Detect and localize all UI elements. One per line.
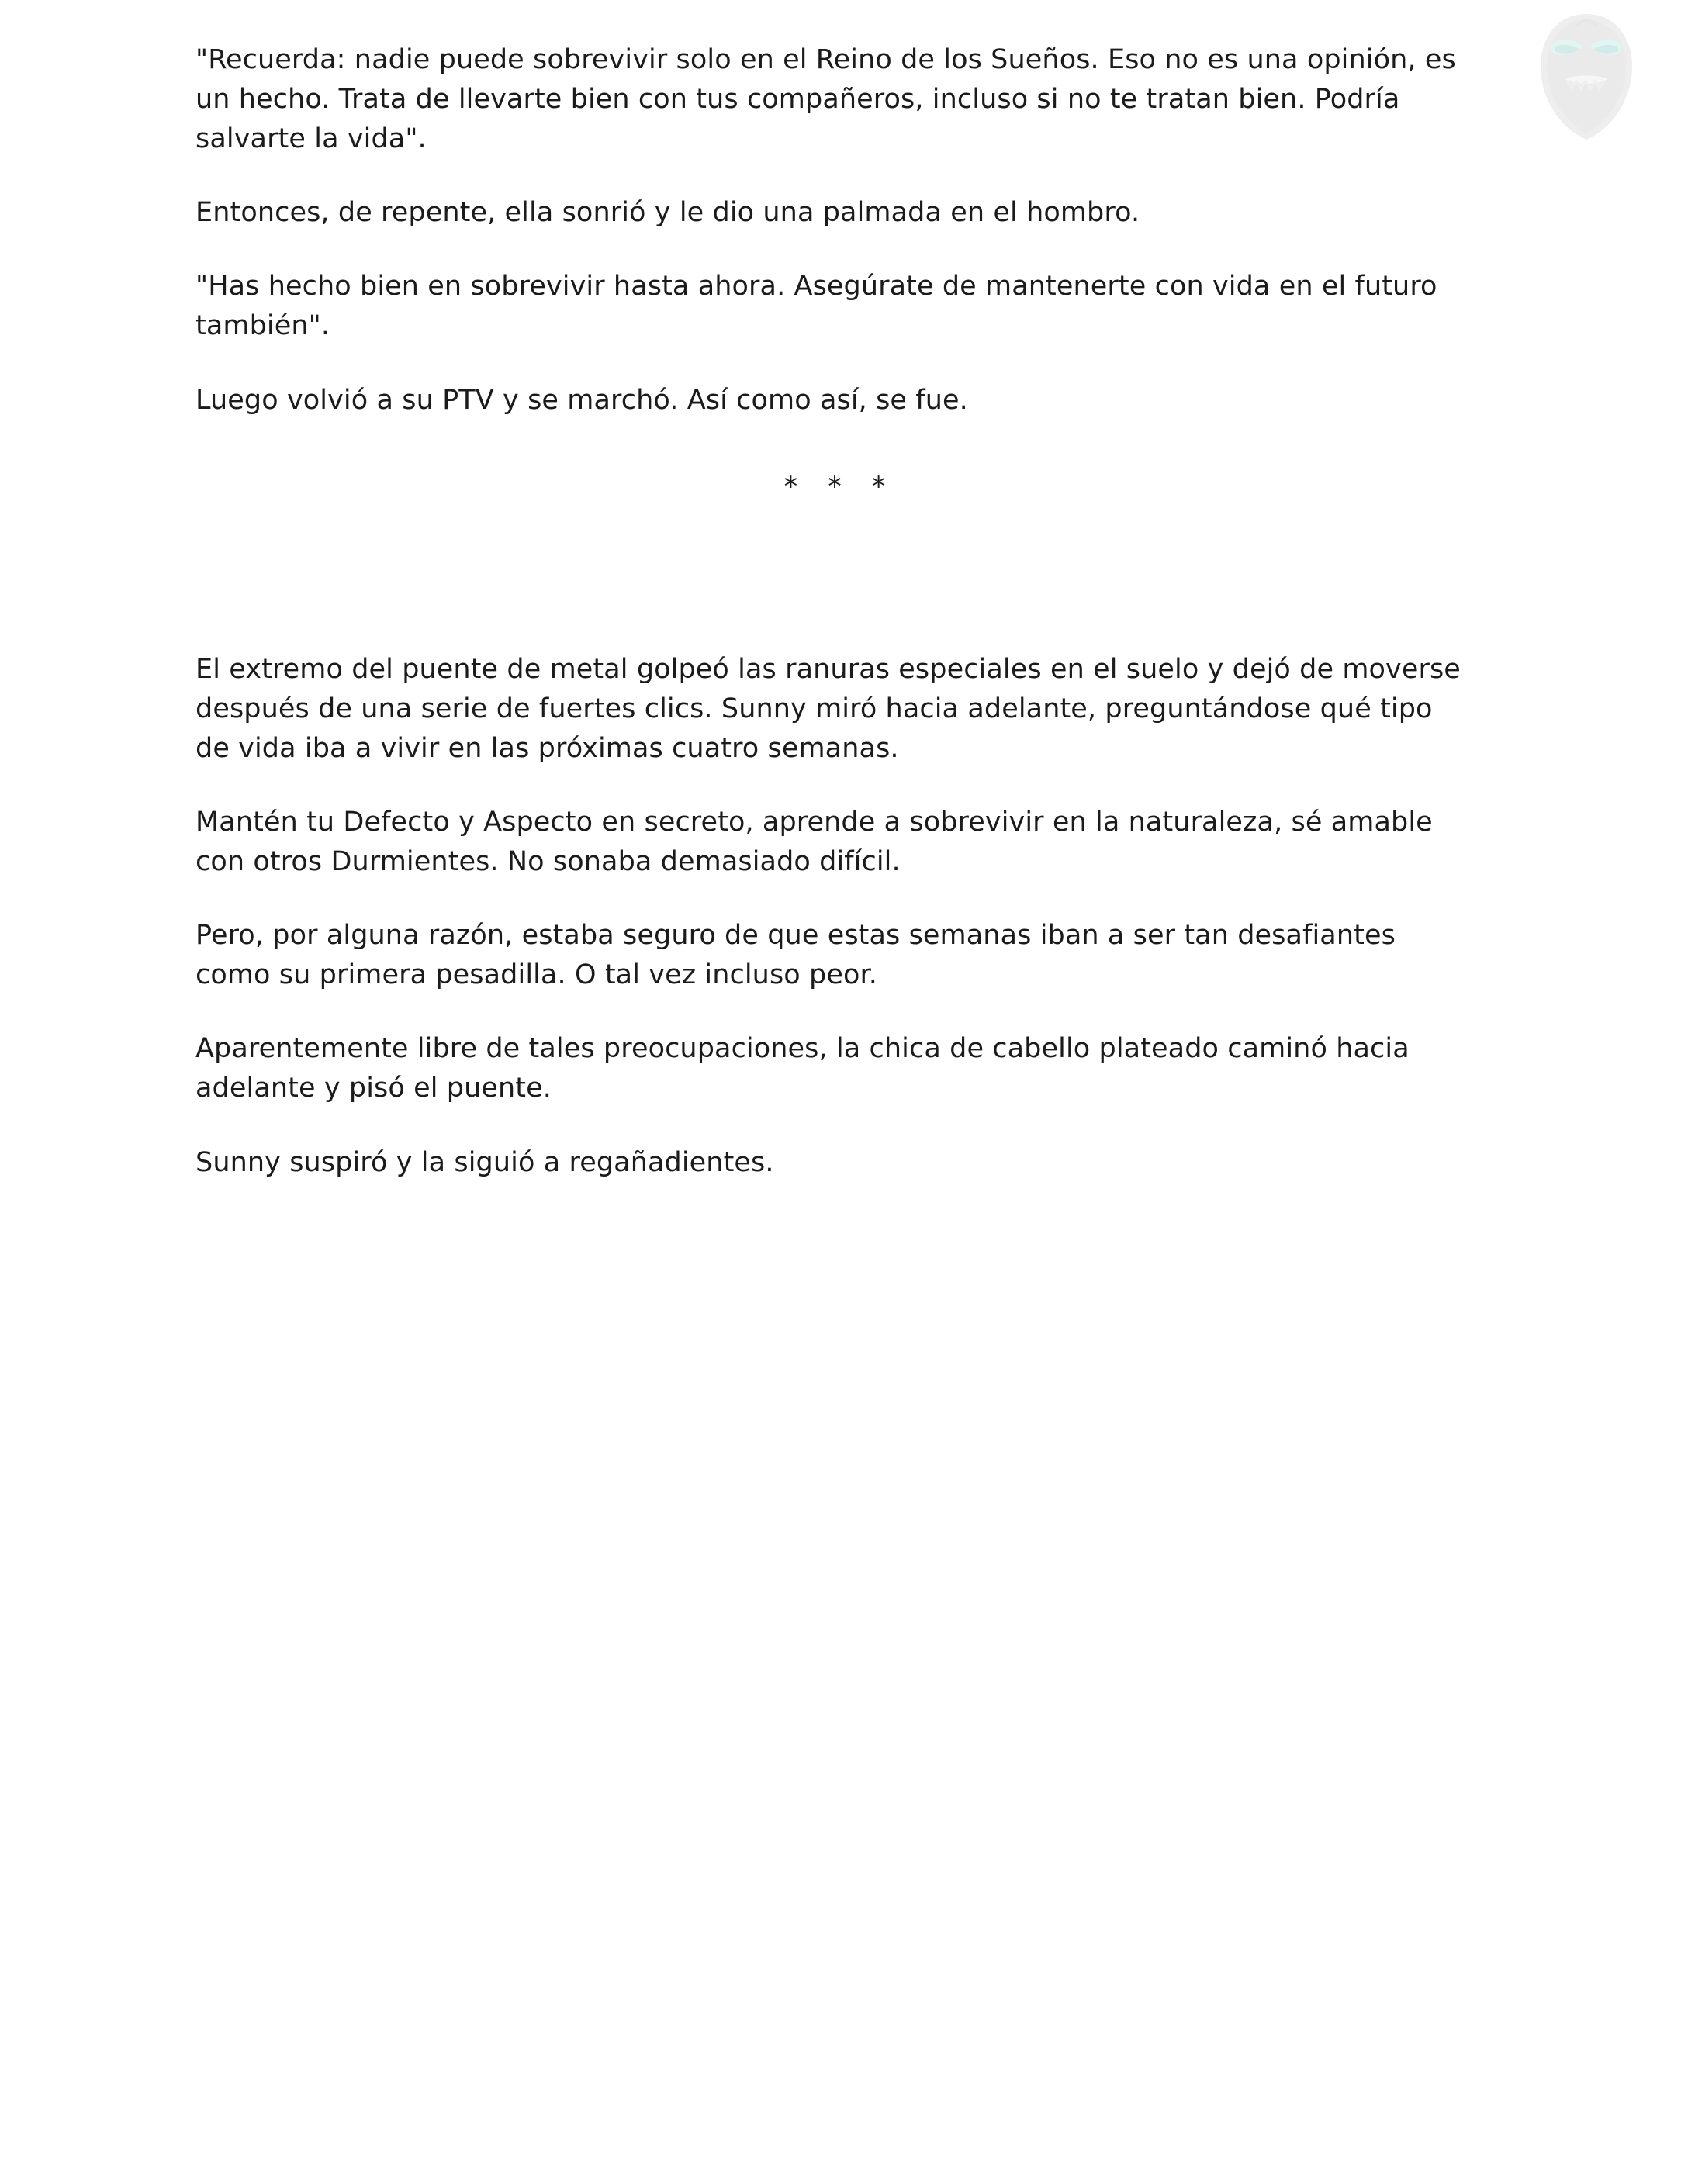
paragraph: Pero, por alguna razón, estaba seguro de que estas semanas iban a ser tan desafiantes como su primera pesadilla. O tal vez incluso peor. [195, 920, 1396, 991]
section-spacer [195, 503, 1474, 650]
paragraph: Mantén tu Defecto y Aspecto en secreto, aprende a sobrevivir en la naturaleza, sé amable con otros Durmientes. No sonaba demasiado difícil. [195, 806, 1433, 878]
paragraph: El extremo del puente de metal golpeó las ranuras especiales en el suelo y dejó de moverse después de una serie de fuertes clics. Sunny miró hacia adelante, preguntándose qué tipo de vida iba a vivir en las próximas cuatro semanas. [195, 653, 1461, 764]
document-body [195, 40, 1474, 1183]
paragraph: Entonces, de repente, ella sonrió y le dio una palmada en el hombro. [195, 197, 1140, 229]
paragraph: Sunny suspiró y la siguió a regañadientes. [195, 1146, 774, 1178]
section-divider: * * * [783, 471, 897, 503]
paragraph: "Has hecho bien en sobrevivir hasta ahora. Asegúrate de mantenerte con vida en el futuro también". [195, 271, 1437, 342]
paragraph: Luego volvió a su PTV y se marchó. Así como así, se fue. [195, 384, 968, 416]
oni-mask-watermark-icon [1528, 11, 1645, 143]
paragraph: Aparentemente libre de tales preocupaciones, la chica de cabello plateado caminó hacia adelante y pisó el puente. [195, 1033, 1410, 1104]
paragraph: "Recuerda: nadie puede sobrevivir solo en el Reino de los Sueños. Eso no es una opinión, es un hecho. Trata de llevarte bien con tus compañeros, incluso si no te tratan bien. Podría salvarte la vida". [195, 44, 1456, 155]
